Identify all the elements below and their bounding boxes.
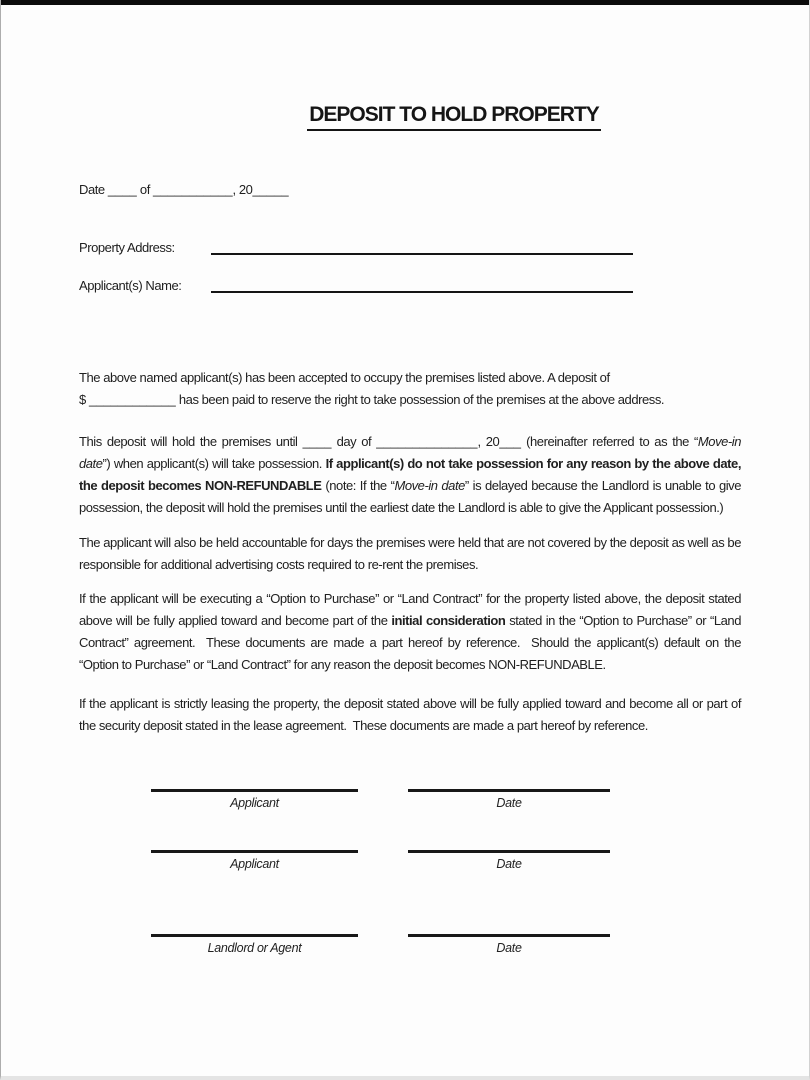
date-signature-label-1: Date: [496, 796, 522, 810]
property-address-label: Property Address:: [79, 240, 175, 255]
fill-in-blank[interactable]: ____________: [88, 392, 176, 407]
paragraph-leasing: If the applicant is strictly leasing the property, the deposit stated above will be fully applied toward and become all or part of the security deposit stated in the lease agreement. These documents are made a part hereof by reference.: [79, 696, 745, 733]
property-address-fill-line[interactable]: [211, 236, 633, 255]
fill-in-blank[interactable]: ____: [302, 434, 332, 449]
applicant-name-fill-line[interactable]: [211, 274, 633, 293]
applicant-signature-label-1: Applicant: [230, 796, 279, 810]
applicant-signature-label-2: Applicant: [230, 857, 279, 871]
applicant-signature-line-2[interactable]: [151, 850, 358, 853]
landlord-signature-label: Landlord or Agent: [207, 941, 302, 955]
date-signature-line-2[interactable]: [408, 850, 610, 853]
landlord-signature-line[interactable]: [151, 934, 358, 937]
property-address-row: [79, 236, 741, 255]
page-title-text: DEPOSIT TO HOLD PROPERTY: [307, 103, 600, 131]
date-line: Date ____ of ___________, 20_____: [79, 182, 289, 197]
fill-in-blank[interactable]: ______________: [376, 434, 478, 449]
paragraph-option-to-purchase: If the applicant will be executing a “Option to Purchase” or “Land Contract” for the property listed above, the deposit stated above will be fully applied toward and become part of the initial consideration stated in the “Option to Purchase” or “Land Contract” agreement. These documents are made a part hereof by reference. Should the applicant(s) default on the “Option to Purchase” or “Land Contract” for any reason the deposit becomes NON-REFUNDABLE.: [79, 591, 745, 672]
scan-top-bar: [1, 0, 810, 5]
fill-in-blank[interactable]: ___: [499, 434, 522, 449]
date-signature-label-3: Date: [496, 941, 522, 955]
date-signature-line-3[interactable]: [408, 934, 610, 937]
applicant-signature-line-1[interactable]: [151, 789, 358, 792]
date-signature-line-1[interactable]: [408, 789, 610, 792]
paragraph-deposit-acceptance: The above named applicant(s) has been accepted to occupy the premises listed above. A deposit of $ ____________ has been paid to reserve the right to take possession of the premises at the above address.: [79, 370, 665, 407]
applicant-name-label: Applicant(s) Name:: [79, 278, 182, 293]
page-title: [79, 103, 741, 131]
paragraph-accountability: The applicant will also be held accountable for days the premises were held that are not covered by the deposit as well as be responsible for additional advertising costs required to re-rent the premises.: [79, 535, 745, 572]
paragraph-move-in-date: This deposit will hold the premises until ____ day of ______________, 20___ (hereinafter referred to as the “Move-in date”) when applicant(s) will take possession. If applicant(s) do not take possession for any reason by the above date, the deposit becomes NON-REFUNDABLE (note: If the “Move-in date” is delayed because the Landlord is unable to give possession, the deposit will hold the premises until the earliest date the Landlord is able to give the Applicant possession.): [79, 434, 745, 515]
date-signature-label-2: Date: [496, 857, 522, 871]
fill-in-blank[interactable]: ____: [107, 182, 137, 197]
fill-in-blank[interactable]: _____: [252, 182, 289, 197]
applicant-name-row: [79, 274, 741, 293]
fill-in-blank[interactable]: ___________: [153, 182, 233, 197]
